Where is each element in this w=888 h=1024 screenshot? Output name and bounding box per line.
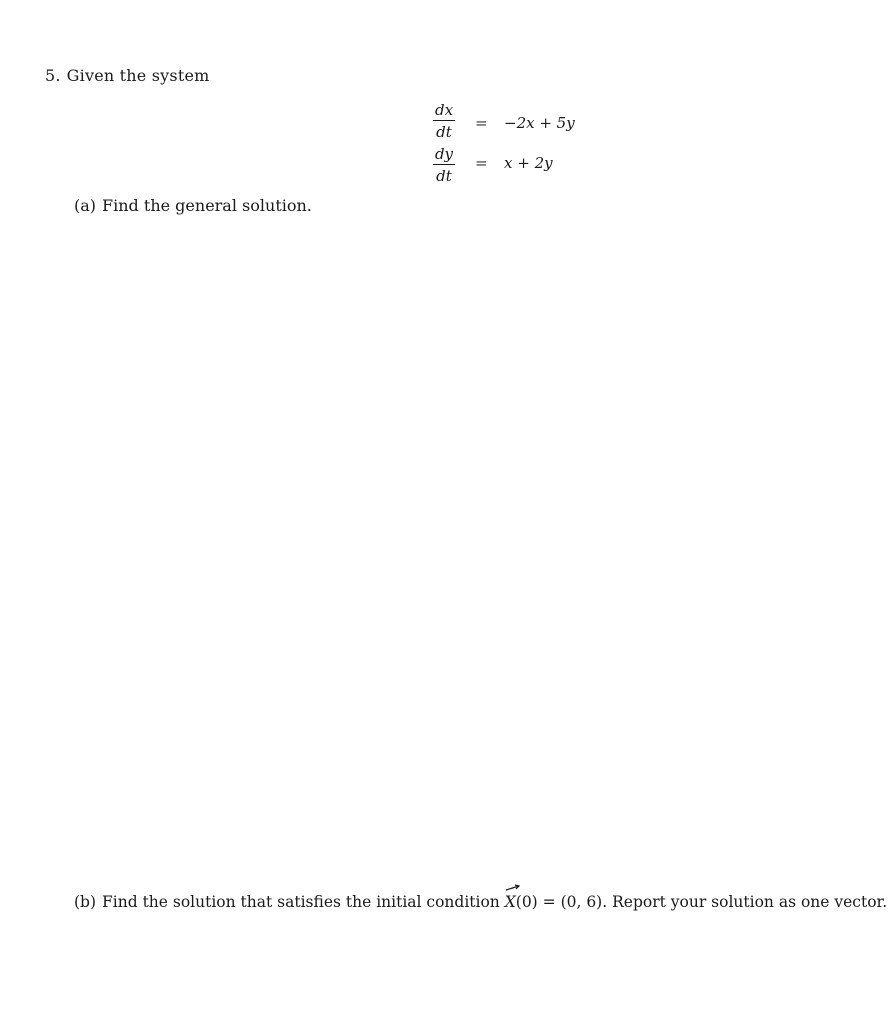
- fraction-bar: [433, 164, 455, 165]
- derivative-dy-dt: [433, 146, 455, 184]
- part-b-instruction: Report your solution as one vector.: [612, 893, 888, 911]
- equals-sign: =: [475, 114, 488, 132]
- part-b-label: (b): [74, 893, 97, 911]
- differential-system: [0, 0, 888, 200]
- part-a-text: Find the general solution.: [102, 196, 312, 215]
- part-b-text: Find the solution that satisfies the initial condition: [102, 893, 500, 911]
- vector-symbol: X: [504, 893, 516, 911]
- part-b: [74, 893, 887, 911]
- part-a-label: (a): [74, 196, 97, 215]
- rhs-eq1: −2x + 5y: [504, 114, 575, 132]
- vector-arrow-icon: [505, 884, 521, 894]
- numerator-dy: dy: [434, 145, 454, 163]
- derivative-dx-dt: [433, 102, 455, 140]
- equals-sign: =: [475, 154, 488, 172]
- part-a: [74, 196, 312, 215]
- problem-number: 5.: [45, 66, 61, 85]
- vector-x: [505, 893, 516, 911]
- denominator-dt: dt: [436, 167, 452, 185]
- problem-intro: Given the system: [66, 66, 210, 85]
- fraction-bar: [433, 120, 455, 121]
- denominator-dt: dt: [436, 123, 452, 141]
- initial-condition: (0) = (0, 6).: [515, 893, 608, 911]
- rhs-eq2: x + 2y: [504, 154, 553, 172]
- numerator-dx: dx: [434, 101, 454, 119]
